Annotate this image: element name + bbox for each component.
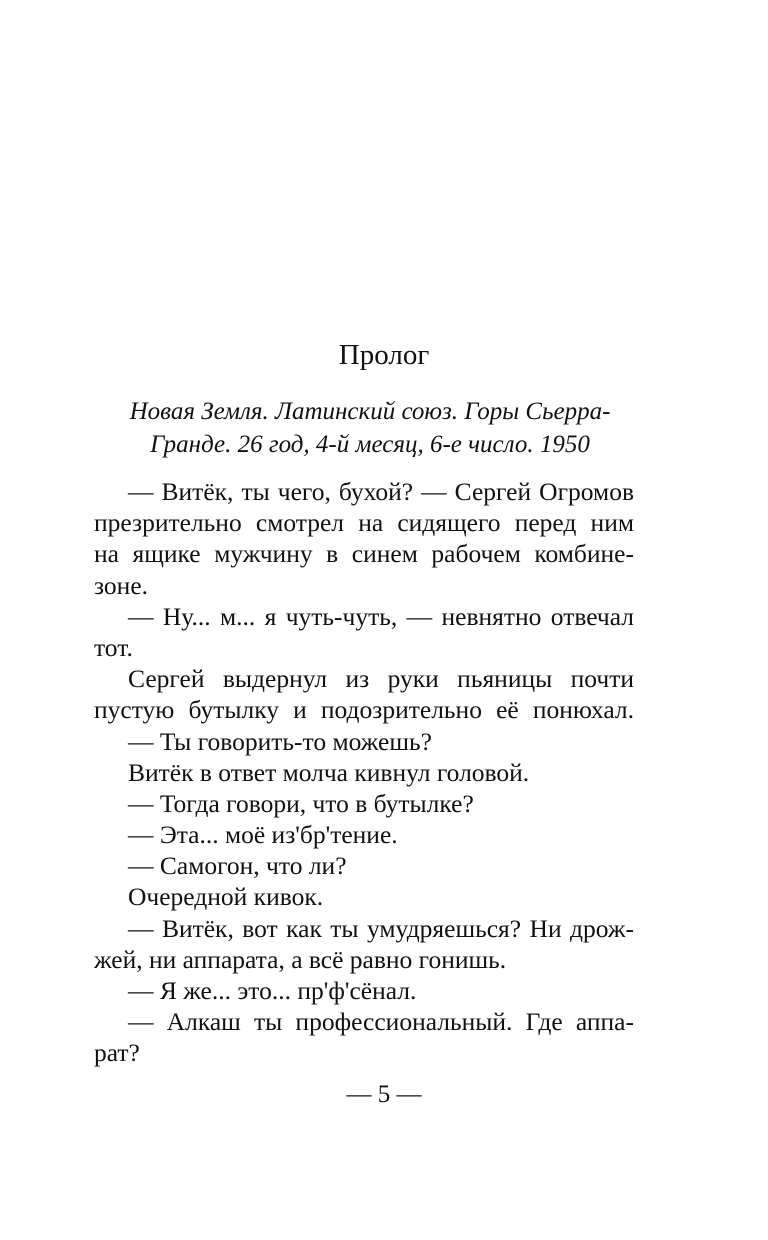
epigraph-line: Гранде. 26 год, 4-й месяц, 6-е число. 1950 (150, 431, 590, 458)
text-line: — Тогда говори, что в бутылке? (128, 788, 474, 818)
text-line: — Эта... моё из'бр'тение. (128, 820, 398, 850)
text-line: — Витёк, ты чего, бухой? — Сергей Огромов (128, 477, 634, 506)
text-line: — Ну... м... я чуть-чуть, — невнятно отвечал (128, 601, 634, 631)
body-text (94, 476, 634, 1069)
text-line: зоне. (94, 570, 149, 600)
epigraph-line: Новая Земля. Латинский союз. Горы Сьерра- (129, 398, 611, 425)
text-line: Витёк в ответ молча кивнул головой. (128, 757, 530, 787)
text-line: Сергей выдернул из руки пьяницы почти (128, 664, 634, 694)
text-line: — Я же... это... пр'ф'сёнал. (128, 976, 417, 1005)
text-line: — Алкаш ты профессиональный. Где аппа- (128, 1007, 634, 1037)
chapter-title: Пролог (338, 339, 430, 371)
text-line: — Витёк, вот как ты умудряешься? Ни дрож- (128, 913, 634, 943)
text-line: рат? (94, 1038, 140, 1068)
text-line: — Самогон, что ли? (128, 851, 347, 881)
text-line: Очередной кивок. (128, 882, 324, 912)
text-line: тот. (94, 632, 133, 662)
text-line: презрительно смотрел на сидящего перед ним (94, 508, 634, 538)
text-line: жей, ни аппарата, а всё равно гонишь. (94, 944, 507, 974)
chapter-epigraph (110, 395, 630, 461)
text-line: — Ты говорить-то можешь? (128, 726, 432, 756)
text-line: пустую бутылку и подозрительно её понюхал. (94, 695, 634, 725)
text-line: на ящике мужчину в синем рабочем комбине- (94, 539, 634, 569)
page-number: — 5 — (346, 1081, 422, 1108)
